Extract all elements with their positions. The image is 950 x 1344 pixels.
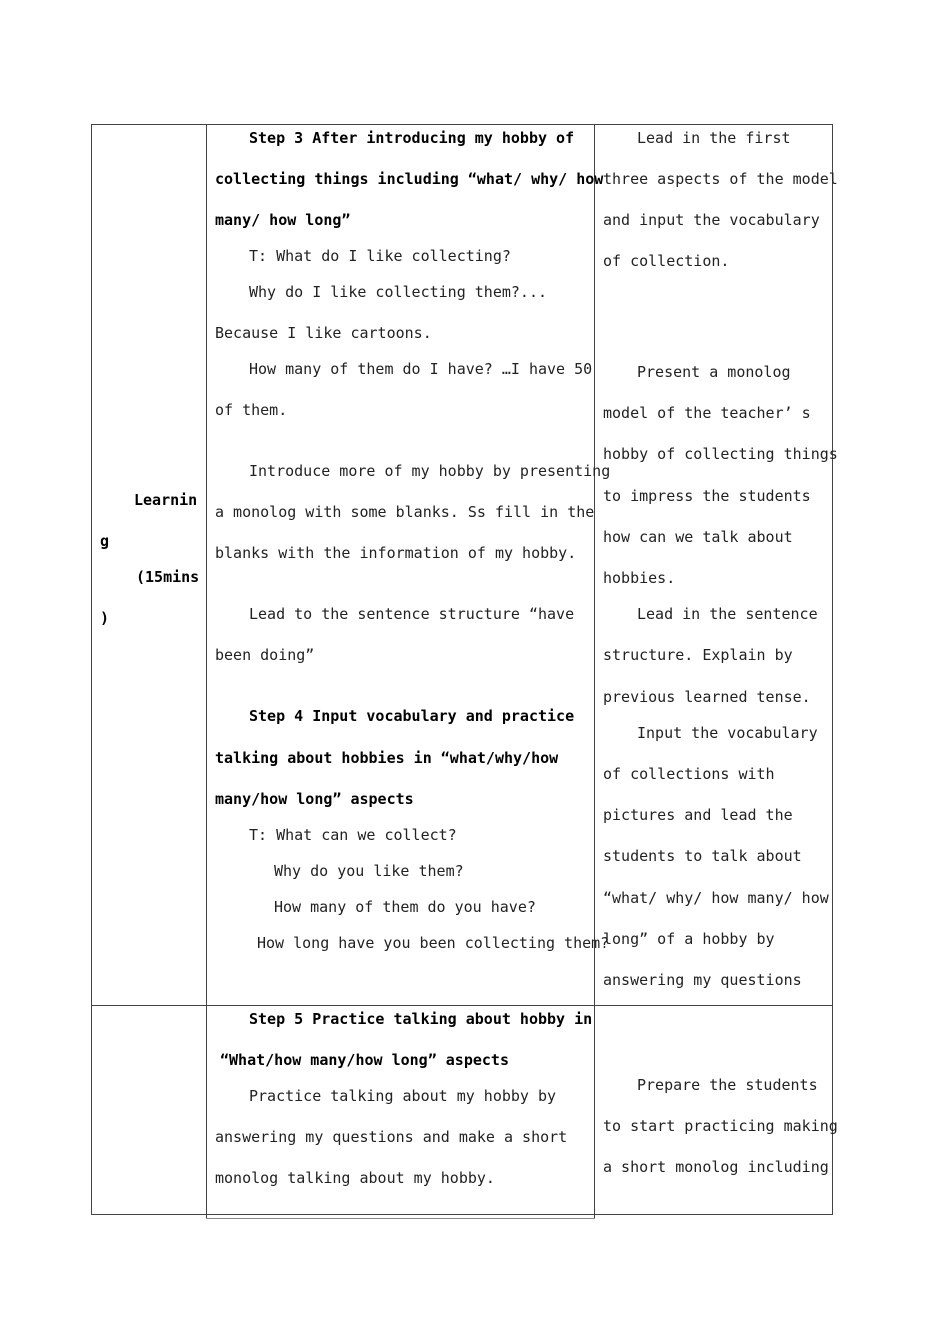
purpose4-line1: Input the vocabulary	[637, 724, 818, 742]
step5-body-line1: Practice talking about my hobby by	[249, 1087, 557, 1105]
purpose4-line4: students to talk about	[603, 847, 802, 865]
stage-time-line2: )	[100, 609, 110, 627]
purpose4-line2: of collections with	[603, 765, 775, 783]
stage-label-line1: Learnin	[134, 491, 198, 509]
purpose4-line7: answering my questions	[603, 971, 802, 989]
purpose4-line5: “what/ why/ how many/ how	[603, 889, 829, 907]
purpose2-line4: to impress the students	[603, 487, 811, 505]
step3-heading-line1: Step 3 After introducing my hobby of	[249, 129, 575, 147]
purpose2-line5: how can we talk about	[603, 528, 793, 546]
purpose1-line3: and input the vocabulary	[603, 211, 820, 229]
step3-structure-line1: Lead to the sentence structure “have	[249, 605, 575, 623]
step3-structure-line2: been doing”	[215, 646, 315, 664]
cell-bottom-double-line	[206, 1218, 595, 1219]
purpose4-line3: pictures and lead the	[603, 806, 793, 824]
purpose5-line3: a short monolog including	[603, 1158, 829, 1176]
step3-monolog-line3: blanks with the information of my hobby.	[215, 544, 577, 562]
step3-heading-line2: collecting things including “what/ why/ how	[215, 170, 604, 188]
step5-heading-line1: Step 5 Practice talking about hobby in	[249, 1010, 593, 1028]
step3-monolog-line1: Introduce more of my hobby by presenting	[249, 462, 611, 480]
purpose2-line2: model of the teacher’ s	[603, 404, 811, 422]
purpose4-line6: long” of a hobby by	[603, 930, 775, 948]
row-divider	[91, 1005, 833, 1006]
stage-label-line2: g	[100, 532, 110, 550]
purpose3-line3: previous learned tense.	[603, 688, 811, 706]
purpose2-line6: hobbies.	[603, 569, 676, 587]
step3-dialogue-line1: T: What do I like collecting?	[249, 247, 511, 265]
purpose1-line1: Lead in the first	[637, 129, 791, 147]
purpose5-line1: Prepare the students	[637, 1076, 818, 1094]
step4-question-4: How long have you been collecting them?	[257, 934, 610, 952]
purpose2-line3: hobby of collecting things	[603, 445, 838, 463]
column-divider-2	[594, 124, 595, 1218]
purpose5-line2: to start practicing making	[603, 1117, 838, 1135]
step3-dialogue-line3: Because I like cartoons.	[215, 324, 432, 342]
step3-monolog-line2: a monolog with some blanks. Ss fill in the	[215, 503, 595, 521]
step4-question-3: How many of them do you have?	[274, 898, 536, 916]
step4-heading-line2: talking about hobbies in “what/why/how	[215, 749, 559, 767]
step4-heading-line1: Step 4 Input vocabulary and practice	[249, 707, 575, 725]
column-divider-1	[206, 124, 207, 1218]
step3-dialogue-line5: of them.	[215, 401, 288, 419]
step3-heading-line3: many/ how long”	[215, 211, 351, 229]
purpose2-line1: Present a monolog	[637, 363, 791, 381]
step3-dialogue-line2: Why do I like collecting them?...	[249, 283, 548, 301]
step4-question-1: T: What can we collect?	[249, 826, 457, 844]
step5-body-line3: monolog talking about my hobby.	[215, 1169, 495, 1187]
step5-heading-line2: “What/how many/how long” aspects	[220, 1051, 509, 1069]
purpose1-line4: of collection.	[603, 252, 730, 270]
purpose3-line1: Lead in the sentence	[637, 605, 818, 623]
purpose3-line2: structure. Explain by	[603, 646, 793, 664]
step5-body-line2: answering my questions and make a short	[215, 1128, 568, 1146]
stage-time-line1: (15mins	[136, 568, 200, 586]
step4-heading-line3: many/how long” aspects	[215, 790, 414, 808]
step4-question-2: Why do you like them?	[274, 862, 464, 880]
purpose1-line2: three aspects of the model	[603, 170, 838, 188]
step3-dialogue-line4: How many of them do I have? …I have 50	[249, 360, 593, 378]
